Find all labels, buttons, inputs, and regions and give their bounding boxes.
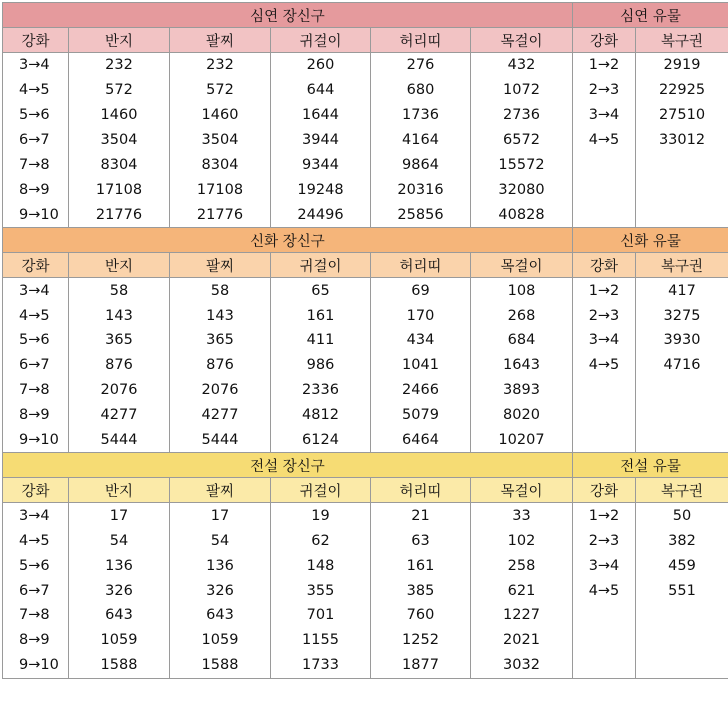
relic-level: [573, 628, 636, 653]
table-row: [3, 653, 728, 678]
table-row: [3, 528, 728, 553]
cost-cell: 5444: [170, 428, 271, 453]
cost-cell: 4277: [69, 403, 170, 428]
relic-cost-cell: 22925: [636, 78, 728, 103]
cost-cell: 170: [371, 303, 471, 328]
relic-cost-cell: 417: [636, 278, 728, 303]
table-row: [3, 177, 728, 202]
table-row: [3, 578, 728, 603]
enhance-level: 4→5: [3, 303, 69, 328]
relic-title: 전설 유물: [573, 453, 728, 478]
relic-cost-cell: [636, 378, 728, 403]
enhancement-cost-table: [2, 2, 728, 679]
section-title: 전설 장신구: [3, 453, 573, 478]
relic-cost-cell: [636, 628, 728, 653]
table-row: [3, 103, 728, 128]
cost-cell: 1072: [471, 78, 573, 103]
cost-cell: 232: [170, 53, 271, 78]
table-row: [3, 328, 728, 353]
cost-cell: 161: [371, 553, 471, 578]
cost-cell: 54: [69, 528, 170, 553]
myth-section: [3, 228, 728, 453]
column-header: 팔찌: [170, 478, 271, 503]
relic-level: [573, 403, 636, 428]
section-title: 신화 장신구: [3, 228, 573, 253]
cost-cell: 680: [371, 78, 471, 103]
enhance-level: 9→10: [3, 428, 69, 453]
relic-cost-cell: [636, 653, 728, 678]
cost-cell: 644: [271, 78, 371, 103]
relic-level: [573, 153, 636, 178]
column-header: 허리띠: [371, 253, 471, 278]
table-row: [3, 503, 728, 528]
cost-cell: 1877: [371, 653, 471, 678]
cost-cell: 17108: [69, 177, 170, 202]
column-header: 반지: [69, 253, 170, 278]
cost-cell: 572: [69, 78, 170, 103]
cost-cell: 1736: [371, 103, 471, 128]
column-header: 팔찌: [170, 28, 271, 53]
cost-cell: 1588: [69, 653, 170, 678]
relic-column-header: 복구권: [636, 253, 728, 278]
cost-cell: 8020: [471, 403, 573, 428]
relic-level: 3→4: [573, 553, 636, 578]
cost-cell: 21776: [170, 202, 271, 227]
cost-cell: 876: [69, 353, 170, 378]
relic-level: [573, 653, 636, 678]
cost-cell: 268: [471, 303, 573, 328]
cost-cell: 9344: [271, 153, 371, 178]
cost-cell: 9864: [371, 153, 471, 178]
enhance-level: 3→4: [3, 278, 69, 303]
enhance-level: 7→8: [3, 378, 69, 403]
cost-cell: 24496: [271, 202, 371, 227]
table-row: [3, 353, 728, 378]
relic-cost-cell: 4716: [636, 353, 728, 378]
relic-cost-cell: [636, 177, 728, 202]
column-header: 반지: [69, 478, 170, 503]
cost-cell: 3032: [471, 653, 573, 678]
cost-cell: 161: [271, 303, 371, 328]
cost-cell: 258: [471, 553, 573, 578]
column-header: 강화: [3, 28, 69, 53]
relic-level: 2→3: [573, 78, 636, 103]
cost-cell: 65: [271, 278, 371, 303]
column-header: 반지: [69, 28, 170, 53]
relic-column-header: 강화: [573, 253, 636, 278]
relic-level: 2→3: [573, 528, 636, 553]
cost-cell: 643: [170, 603, 271, 628]
relic-column-header: 강화: [573, 28, 636, 53]
table-row: [3, 278, 728, 303]
table-row: [3, 153, 728, 178]
cost-cell: 62: [271, 528, 371, 553]
cost-cell: 986: [271, 353, 371, 378]
enhance-level: 7→8: [3, 153, 69, 178]
cost-cell: 1644: [271, 103, 371, 128]
table-row: [3, 303, 728, 328]
cost-cell: 6124: [271, 428, 371, 453]
table-row: [3, 78, 728, 103]
relic-level: [573, 177, 636, 202]
cost-cell: 2076: [170, 378, 271, 403]
relic-level: 3→4: [573, 103, 636, 128]
cost-cell: 58: [170, 278, 271, 303]
relic-cost-cell: [636, 202, 728, 227]
enhance-level: 8→9: [3, 628, 69, 653]
cost-cell: 21: [371, 503, 471, 528]
column-header: 목걸이: [471, 253, 573, 278]
cost-cell: 1252: [371, 628, 471, 653]
cost-cell: 621: [471, 578, 573, 603]
cost-cell: 2736: [471, 103, 573, 128]
legend-section: [3, 453, 728, 678]
relic-level: 3→4: [573, 328, 636, 353]
relic-level: [573, 202, 636, 227]
column-header: 목걸이: [471, 478, 573, 503]
cost-cell: 2076: [69, 378, 170, 403]
relic-cost-cell: 551: [636, 578, 728, 603]
cost-cell: 17: [69, 503, 170, 528]
column-header: 목걸이: [471, 28, 573, 53]
cost-cell: 411: [271, 328, 371, 353]
relic-cost-cell: 27510: [636, 103, 728, 128]
cost-cell: 260: [271, 53, 371, 78]
column-header: 허리띠: [371, 478, 471, 503]
table-row: [3, 553, 728, 578]
cost-cell: 1041: [371, 353, 471, 378]
enhance-level: 8→9: [3, 177, 69, 202]
enhance-level: 5→6: [3, 328, 69, 353]
cost-cell: 33: [471, 503, 573, 528]
cost-cell: 365: [170, 328, 271, 353]
column-header: 강화: [3, 478, 69, 503]
relic-column-header: 복구권: [636, 28, 728, 53]
relic-cost-cell: [636, 603, 728, 628]
abyss-section: [3, 3, 728, 228]
cost-cell: 1059: [69, 628, 170, 653]
cost-cell: 643: [69, 603, 170, 628]
cost-cell: 5079: [371, 403, 471, 428]
cost-cell: 32080: [471, 177, 573, 202]
enhance-level: 7→8: [3, 603, 69, 628]
relic-cost-cell: [636, 153, 728, 178]
enhance-level: 8→9: [3, 403, 69, 428]
table-row: [3, 428, 728, 453]
relic-column-header: 강화: [573, 478, 636, 503]
cost-cell: 4812: [271, 403, 371, 428]
column-header-row: [3, 28, 728, 53]
cost-cell: 19248: [271, 177, 371, 202]
relic-level: [573, 603, 636, 628]
cost-cell: 54: [170, 528, 271, 553]
column-header: 강화: [3, 253, 69, 278]
relic-cost-cell: 3930: [636, 328, 728, 353]
cost-cell: 2336: [271, 378, 371, 403]
relic-level: 4→5: [573, 353, 636, 378]
cost-cell: 8304: [170, 153, 271, 178]
cost-cell: 6464: [371, 428, 471, 453]
enhance-level: 6→7: [3, 353, 69, 378]
cost-cell: 58: [69, 278, 170, 303]
table-row: [3, 603, 728, 628]
enhance-level: 6→7: [3, 578, 69, 603]
cost-cell: 143: [170, 303, 271, 328]
cost-cell: 17: [170, 503, 271, 528]
table-row: [3, 202, 728, 227]
cost-cell: 69: [371, 278, 471, 303]
relic-level: 4→5: [573, 128, 636, 153]
table-row: [3, 378, 728, 403]
column-header: 귀걸이: [271, 253, 371, 278]
table-row: [3, 628, 728, 653]
cost-cell: 1155: [271, 628, 371, 653]
cost-cell: 1643: [471, 353, 573, 378]
cost-cell: 25856: [371, 202, 471, 227]
relic-level: 4→5: [573, 578, 636, 603]
relic-level: 1→2: [573, 53, 636, 78]
cost-cell: 17108: [170, 177, 271, 202]
cost-cell: 760: [371, 603, 471, 628]
cost-cell: 355: [271, 578, 371, 603]
relic-level: [573, 378, 636, 403]
enhance-level: 9→10: [3, 653, 69, 678]
enhance-level: 9→10: [3, 202, 69, 227]
cost-cell: 2466: [371, 378, 471, 403]
cost-cell: 148: [271, 553, 371, 578]
cost-cell: 19: [271, 503, 371, 528]
enhance-level: 3→4: [3, 53, 69, 78]
cost-cell: 1460: [69, 103, 170, 128]
cost-cell: 1460: [170, 103, 271, 128]
cost-cell: 3504: [69, 128, 170, 153]
cost-cell: 326: [170, 578, 271, 603]
table-row: [3, 403, 728, 428]
column-header: 허리띠: [371, 28, 471, 53]
cost-cell: 326: [69, 578, 170, 603]
cost-cell: 40828: [471, 202, 573, 227]
cost-cell: 136: [170, 553, 271, 578]
relic-cost-cell: 382: [636, 528, 728, 553]
cost-cell: 63: [371, 528, 471, 553]
relic-cost-cell: [636, 403, 728, 428]
relic-cost-cell: 33012: [636, 128, 728, 153]
enhance-level: 4→5: [3, 528, 69, 553]
relic-level: 1→2: [573, 503, 636, 528]
cost-cell: 20316: [371, 177, 471, 202]
relic-cost-cell: 3275: [636, 303, 728, 328]
enhance-level: 4→5: [3, 78, 69, 103]
cost-cell: 15572: [471, 153, 573, 178]
column-header-row: [3, 253, 728, 278]
cost-cell: 1059: [170, 628, 271, 653]
cost-cell: 4277: [170, 403, 271, 428]
relic-cost-cell: 459: [636, 553, 728, 578]
enhance-level: 5→6: [3, 553, 69, 578]
cost-cell: 3944: [271, 128, 371, 153]
cost-cell: 3893: [471, 378, 573, 403]
cost-cell: 876: [170, 353, 271, 378]
cost-cell: 1588: [170, 653, 271, 678]
section-title: 심연 장신구: [3, 3, 573, 28]
table-row: [3, 128, 728, 153]
relic-title: 신화 유물: [573, 228, 728, 253]
cost-cell: 108: [471, 278, 573, 303]
cost-cell: 2021: [471, 628, 573, 653]
cost-cell: 21776: [69, 202, 170, 227]
relic-level: 1→2: [573, 278, 636, 303]
column-header: 팔찌: [170, 253, 271, 278]
cost-cell: 102: [471, 528, 573, 553]
cost-cell: 136: [69, 553, 170, 578]
cost-cell: 434: [371, 328, 471, 353]
relic-cost-cell: [636, 428, 728, 453]
relic-level: [573, 428, 636, 453]
cost-cell: 684: [471, 328, 573, 353]
cost-cell: 3504: [170, 128, 271, 153]
cost-cell: 385: [371, 578, 471, 603]
cost-cell: 10207: [471, 428, 573, 453]
column-header: 귀걸이: [271, 28, 371, 53]
column-header: 귀걸이: [271, 478, 371, 503]
column-header-row: [3, 478, 728, 503]
cost-cell: 5444: [69, 428, 170, 453]
cost-cell: 572: [170, 78, 271, 103]
relic-level: 2→3: [573, 303, 636, 328]
relic-cost-cell: 50: [636, 503, 728, 528]
relic-cost-cell: 2919: [636, 53, 728, 78]
cost-cell: 276: [371, 53, 471, 78]
enhance-level: 5→6: [3, 103, 69, 128]
cost-cell: 432: [471, 53, 573, 78]
cost-cell: 6572: [471, 128, 573, 153]
cost-cell: 8304: [69, 153, 170, 178]
cost-cell: 232: [69, 53, 170, 78]
cost-cell: 1227: [471, 603, 573, 628]
cost-cell: 143: [69, 303, 170, 328]
cost-cell: 365: [69, 328, 170, 353]
cost-cell: 1733: [271, 653, 371, 678]
enhance-level: 3→4: [3, 503, 69, 528]
table-row: [3, 53, 728, 78]
cost-cell: 701: [271, 603, 371, 628]
relic-column-header: 복구권: [636, 478, 728, 503]
cost-cell: 4164: [371, 128, 471, 153]
enhance-level: 6→7: [3, 128, 69, 153]
relic-title: 심연 유물: [573, 3, 728, 28]
